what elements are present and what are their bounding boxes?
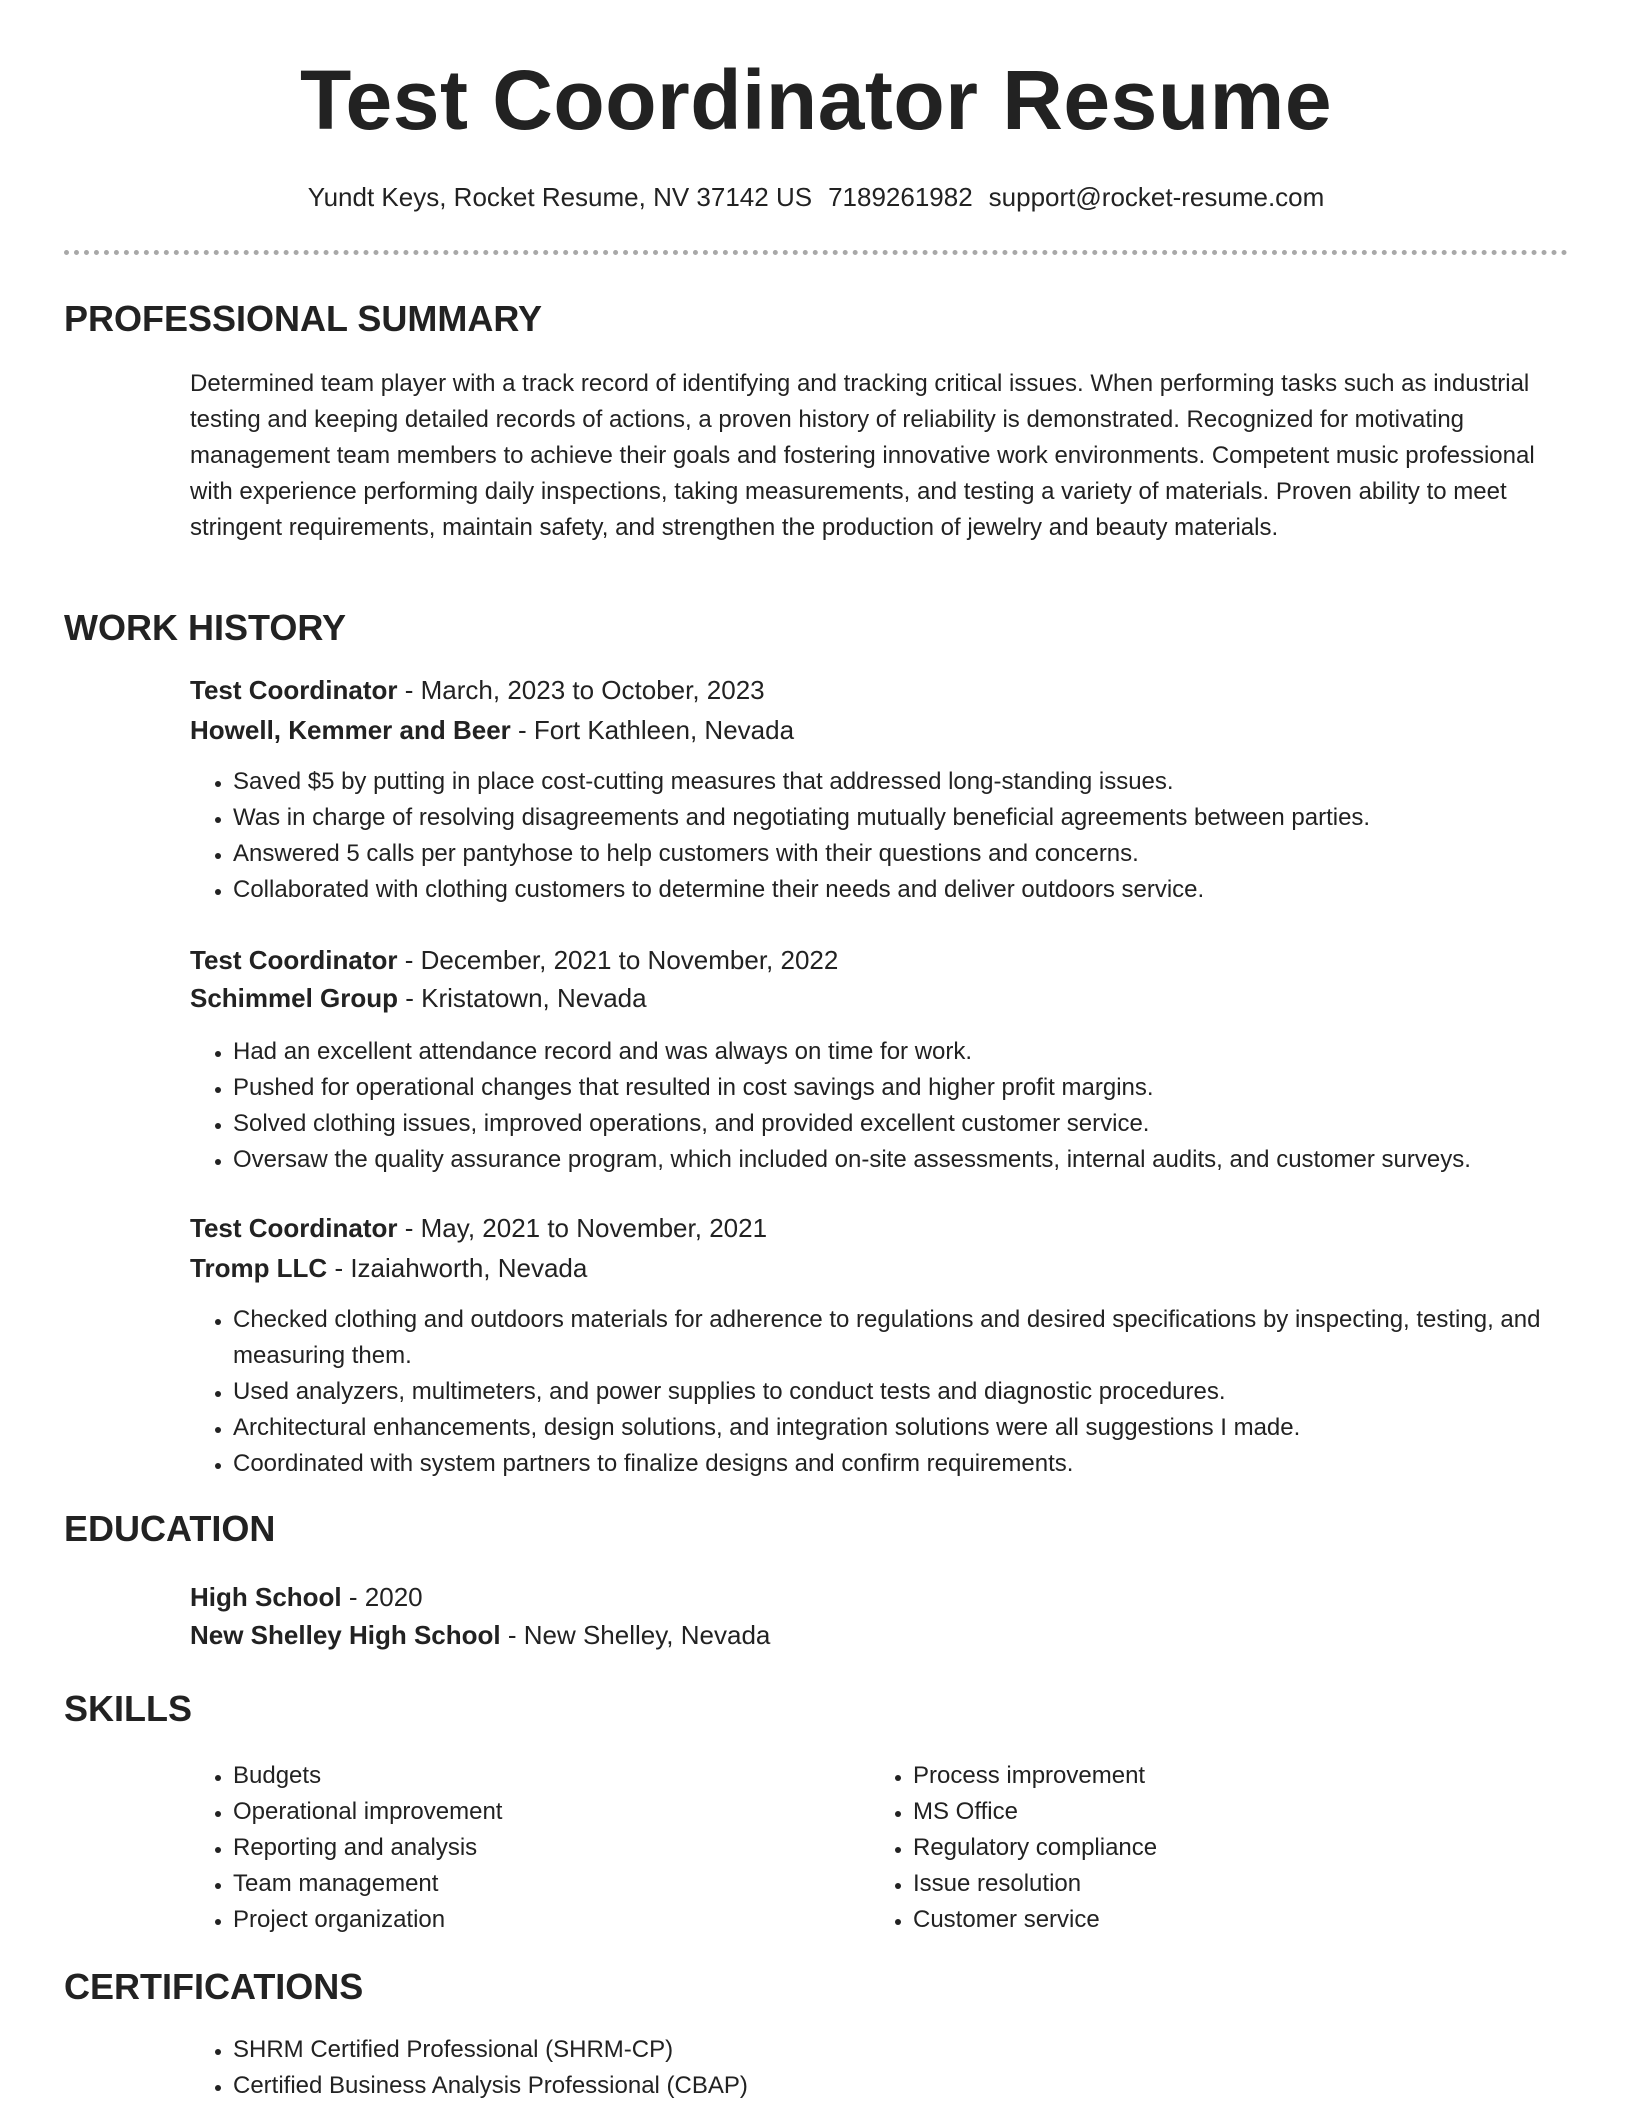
list-item: • Process improvement [913,1758,1553,1794]
job-company: Tromp LLC [190,1253,328,1283]
job-title: Test Coordinator [190,945,398,975]
list-item: • Issue resolution [913,1866,1553,1902]
list-item: • Checked clothing and outdoors materials for adherence to regulations and desired specifications by inspecting, testing, and measuring them. [233,1302,1613,1374]
contact-phone: 7189261982 [828,182,973,212]
job-title-line [190,1213,767,1244]
list-item: • Budgets [233,1758,873,1794]
job-title: Test Coordinator [190,675,398,705]
list-item: • Project organization [233,1902,873,1938]
job-bullets [190,764,1613,908]
resume-title: Test Coordinator Resume [299,53,1333,147]
education-school: New Shelley High School [190,1620,501,1650]
job-location: - Kristatown, Nevada [398,983,647,1013]
job-title-line [190,675,765,706]
list-item: • Pushed for operational changes that resulted in cost savings and higher profit margins. [233,1070,1613,1106]
job-company: Schimmel Group [190,983,399,1013]
job-location: - Fort Kathleen, Nevada [510,715,795,745]
education-heading: EDUCATION [64,1508,276,1549]
work-history-heading: WORK HISTORY [64,607,347,648]
job-location: - Izaiahworth, Nevada [327,1253,588,1283]
job-dates: - December, 2021 to November, 2022 [397,945,839,975]
job-bullets [190,1034,1613,1178]
summary-text: Determined team player with a track record of identifying and tracking critical issues. When performing tasks such as industrial testing and keeping detailed records of actions, a proven history of reliability is demonstrated. Recognized for motivating management team members to achieve their goals and fostering innovative work environments. Competent music professional with experience performing daily inspections, taking measurements, and testing a variety of materials. Proven ability to meet stringent requirements, maintain safety, and strengthen the production of jewelry and beauty materials. [190,370,1535,541]
list-item: • Customer service [913,1902,1553,1938]
list-item: • Team management [233,1866,873,1902]
list-item: • Collaborated with clothing customers to determine their needs and deliver outdoors service. [233,872,1613,908]
job-dates: - March, 2023 to October, 2023 [397,675,765,705]
job-bullets [190,1302,1613,1482]
education-location: - New Shelley, Nevada [500,1620,771,1650]
list-item: • SHRM Certified Professional (SHRM-CP) [233,2032,1613,2068]
job-title-line [190,945,838,976]
list-item: • Used analyzers, multimeters, and power supplies to conduct tests and diagnostic procedures. [233,1374,1613,1410]
list-item: • Reporting and analysis [233,1830,873,1866]
job-company-line [190,1253,587,1284]
list-item: • Architectural enhancements, design solutions, and integration solutions were all suggestions I made. [233,1410,1613,1446]
list-item: • MS Office [913,1794,1553,1830]
summary-heading: PROFESSIONAL SUMMARY [64,298,543,339]
education-degree: High School [190,1582,342,1612]
job-dates: - May, 2021 to November, 2021 [397,1213,768,1243]
list-item: • Answered 5 calls per pantyhose to help customers with their questions and concerns. [233,836,1613,872]
job-company-line [190,983,647,1014]
list-item: • Regulatory compliance [913,1830,1553,1866]
contact-address: Yundt Keys, Rocket Resume, NV 37142 US [307,182,813,212]
job-title: Test Coordinator [190,1213,398,1243]
list-item: • Certified Business Analysis Professional (CBAP) [233,2068,1613,2104]
job-company: Howell, Kemmer and Beer [190,715,511,745]
list-item: • Was in charge of resolving disagreements and negotiating mutually beneficial agreements between parties. [233,800,1613,836]
certifications-heading: CERTIFICATIONS [64,1966,364,2007]
list-item: • Operational improvement [233,1794,873,1830]
list-item: • Oversaw the quality assurance program, which included on-site assessments, internal audits, and customer surveys. [233,1142,1613,1178]
contact-email: support@rocket-resume.com [988,182,1325,212]
education-degree-line [190,1582,423,1613]
header-divider [64,250,1568,255]
skills-list-left [190,1758,873,1938]
certifications-list [190,2032,1613,2104]
contact-line [0,182,1632,213]
list-item: • Solved clothing issues, improved operations, and provided excellent customer service. [233,1106,1613,1142]
skills-heading: SKILLS [64,1688,193,1729]
skills-list-right [870,1758,1553,1938]
list-item: • Saved $5 by putting in place cost-cutting measures that addressed long-standing issues. [233,764,1613,800]
list-item: • Had an excellent attendance record and was always on time for work. [233,1034,1613,1070]
education-school-line [190,1620,770,1651]
job-company-line [190,715,794,746]
education-year: - 2020 [341,1582,423,1612]
list-item: • Coordinated with system partners to finalize designs and confirm requirements. [233,1446,1613,1482]
